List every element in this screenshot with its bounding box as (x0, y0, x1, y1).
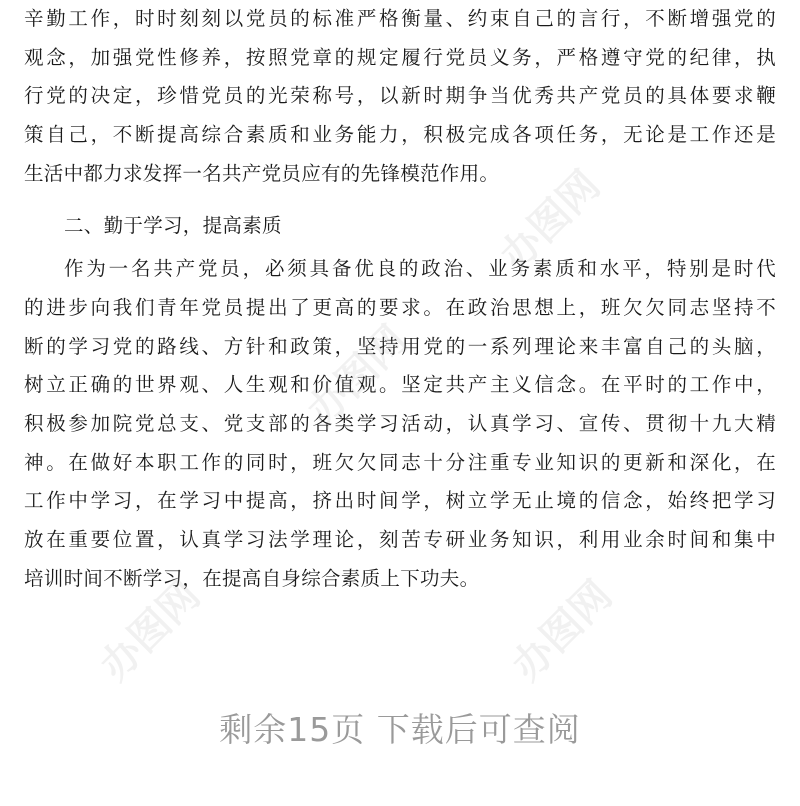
paragraph-line: 策自己，不断提高综合素质和业务能力，积极完成各项任务，无论是工作还是 (24, 123, 776, 147)
paragraph-line: 辛勤工作，时时刻刻以党员的标准严格衡量、约束自己的言行，不断增强党的 (24, 7, 776, 30)
paragraph-1 (24, 0, 776, 193)
section-heading: 二、勤于学习，提高素质 (64, 214, 282, 238)
paragraph-line: 培训时间不断学习，在提高自身综合素质上下功夫。 (24, 566, 480, 590)
watermark: 办图网 (298, 317, 417, 435)
paragraph-line: 树立正确的世界观、人生观和价值观。坚定共产主义信念。在平时的工作中， (24, 373, 776, 397)
paragraph-line: 断的学习党的路线、方针和政策，坚持用党的一系列理论来丰富自己的头脑， (24, 334, 776, 358)
paragraph-line: 工作中学习，在学习中提高，挤出时间学，树立学无止境的信念，始终把学习 (24, 489, 776, 513)
remaining-pages-banner[interactable]: 剩余15页 下载后可查阅 (219, 710, 581, 749)
paragraph-line: 积极参加院党总支、党支部的各类学习活动，认真学习、宣传、贯彻十九大精 (24, 411, 776, 435)
watermark: 办图网 (503, 572, 622, 690)
paragraph-line: 放在重要位置，认真学习法学理论，刻苦专研业务知识，利用业余时间和集中 (24, 527, 776, 551)
paragraph-line: 行党的决定，珍惜党员的光荣称号，以新时期争当优秀共产党员的具体要求鞭 (24, 84, 776, 108)
watermark: 办图网 (491, 162, 610, 280)
document-body (24, 0, 776, 598)
paragraph-line: 观念，加强党性修养，按照党章的规定履行党员义务，严格遵守党的纪律，执 (24, 45, 776, 69)
paragraph-line: 的进步向我们青年党员提出了更高的要求。在政治思想上，班欠欠同志坚持不 (24, 295, 776, 319)
paragraph-line: 神。在做好本职工作的同时，班欠欠同志十分注重专业知识的更新和深化，在 (24, 450, 776, 474)
watermark: 办图网 (91, 572, 210, 690)
paragraph-line: 生活中都力求发挥一名共产党员应有的先锋模范作用。 (24, 161, 500, 185)
paragraph-2 (24, 250, 776, 598)
paragraph-line: 作为一名共产党员，必须具备优良的政治、业务素质和水平，特别是时代 (64, 257, 776, 281)
